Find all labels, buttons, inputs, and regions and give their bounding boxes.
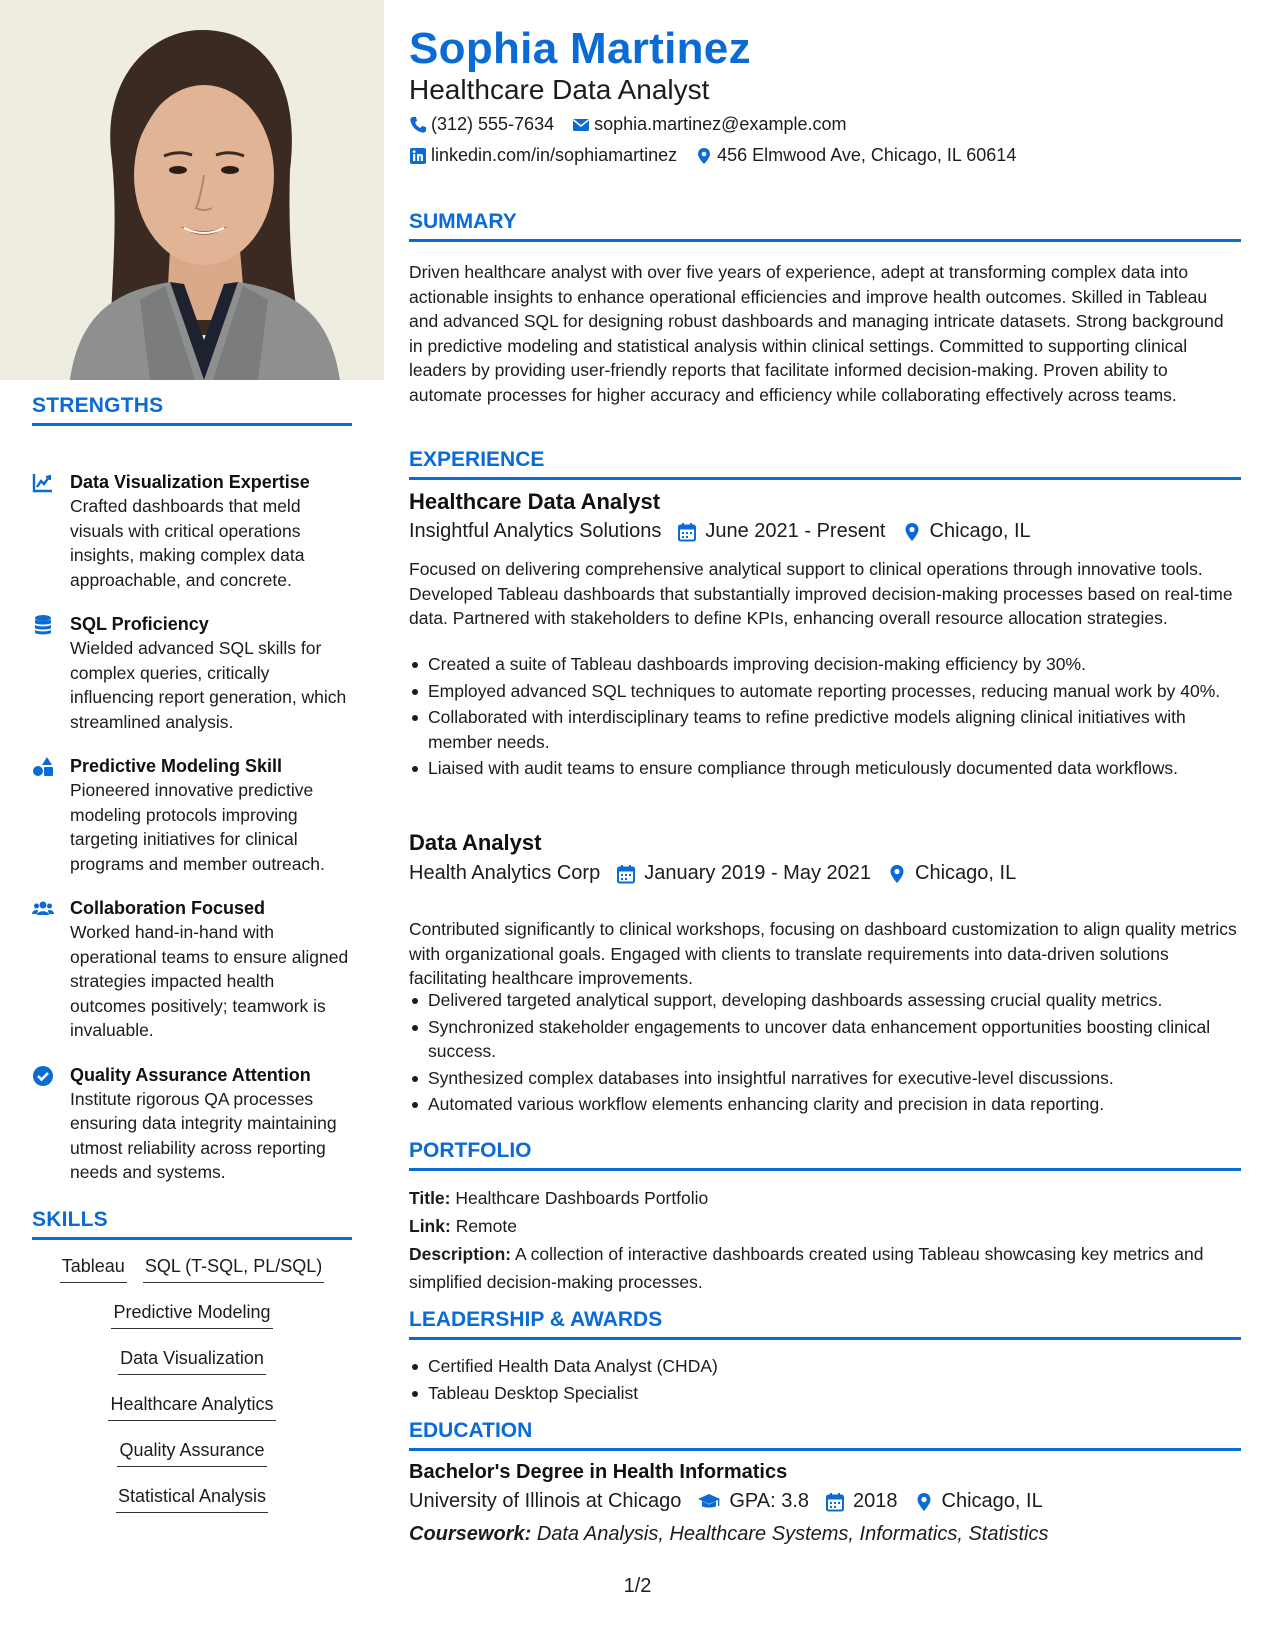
job-meta xyxy=(409,520,1047,543)
year-text: 2018 xyxy=(853,1490,898,1512)
address-contact xyxy=(695,145,1016,166)
portfolio-heading: PORTFOLIO xyxy=(409,1139,1241,1171)
portfolio-desc-row xyxy=(409,1240,1241,1296)
strengths-list xyxy=(32,470,352,1205)
job-dates xyxy=(616,862,871,885)
address-text: 456 Elmwood Ave, Chicago, IL 60614 xyxy=(717,145,1017,165)
portfolio-title-label: Title: xyxy=(409,1188,451,1208)
job-bullets xyxy=(409,988,1241,1119)
job-title: Data Analyst xyxy=(409,830,542,855)
page-number-text: 1/2 xyxy=(623,1575,652,1597)
linkedin-icon xyxy=(409,147,427,165)
strength-title: Quality Assurance Attention xyxy=(70,1064,311,1085)
strength-item xyxy=(32,896,352,1043)
job-dates-text: June 2021 - Present xyxy=(705,520,886,542)
awards-heading: LEADERSHIP & AWARDS xyxy=(409,1308,1241,1340)
portfolio-link-value[interactable]: Remote xyxy=(455,1216,517,1236)
job-meta xyxy=(409,862,1032,885)
job-dates xyxy=(677,520,885,543)
portfolio-details xyxy=(409,1184,1241,1296)
strengths-heading: STRENGTHS xyxy=(32,394,352,426)
summary-heading: SUMMARY xyxy=(409,210,1241,242)
job-description: Focused on delivering comprehensive analytical support to clinical operations through innovative tools. Developed Tableau dashboards that substantially improved decision-making processes based on real-time data. Partnered with stakeholders to define KPIs, enhancing overall resource allocation strategies. xyxy=(409,559,1233,628)
summary-text: Driven healthcare analyst with over five years of experience, adept at transforming complex data into actionable insights to enhance operational efficiencies and improve health outcomes. Skilled in Tableau and advanced SQL for designing robust dashboards and managing intricate datasets. Strong background in predictive modeling and statistical analysis within clinical settings. Committed to supporting clinical leaders by providing user-friendly reports that facilitate informed decision-making. Proven ability to automate processes for higher accuracy and efficiency while collaborating effectively across teams. xyxy=(409,262,1224,405)
envelope-icon xyxy=(572,116,590,134)
location-text: Chicago, IL xyxy=(941,1490,1043,1512)
strength-desc: Pioneered innovative predictive modeling protocols improving targeting initiatives for clinical programs and member outreach. xyxy=(70,780,325,874)
skill-tag: Quality Assurance xyxy=(117,1439,266,1467)
list-item: Synthesized complex databases into insightful narratives for executive-level discussions. xyxy=(409,1066,1241,1091)
skill-tag: Healthcare Analytics xyxy=(108,1393,275,1421)
phone-icon xyxy=(409,116,427,134)
list-item: Delivered targeted analytical support, developing dashboards assessing crucial quality metrics. xyxy=(409,988,1241,1013)
job-location-text: Chicago, IL xyxy=(929,520,1031,542)
database-icon xyxy=(32,612,70,734)
list-item: Created a suite of Tableau dashboards improving decision-making efficiency by 30%. xyxy=(409,652,1241,677)
coursework-text: Data Analysis, Healthcare Systems, Informatics, Statistics xyxy=(536,1523,1049,1545)
map-pin-icon xyxy=(914,1492,934,1512)
degree-title: Bachelor's Degree in Health Informatics xyxy=(409,1461,788,1483)
skills-list xyxy=(32,1255,352,1531)
phone-contact[interactable] xyxy=(409,114,554,135)
candidate-role: Healthcare Data Analyst xyxy=(409,74,710,105)
strength-desc: Crafted dashboards that meld visuals with critical operations insights, making complex data approachable, and concrete. xyxy=(70,496,305,590)
job-company: Insightful Analytics Solutions xyxy=(409,520,662,542)
portfolio-title-row xyxy=(409,1184,1241,1212)
candidate-name: Sophia Martinez xyxy=(409,24,751,73)
contact-row-2 xyxy=(409,145,1034,166)
linkedin-text: linkedin.com/in/sophiamartinez xyxy=(431,145,678,165)
coursework-label: Coursework: xyxy=(409,1523,532,1545)
phone-text: (312) 555-7634 xyxy=(431,114,555,134)
list-item: Tableau Desktop Specialist xyxy=(409,1381,1241,1406)
skills-heading: SKILLS xyxy=(32,1208,352,1240)
job-dates-text: January 2019 - May 2021 xyxy=(644,862,872,884)
list-item: Liaised with audit teams to ensure compliance through meticulously documented data workflows. xyxy=(409,756,1241,781)
strength-item xyxy=(32,612,352,734)
coursework xyxy=(409,1523,1048,1546)
portfolio-desc-label: Description: xyxy=(409,1244,512,1264)
users-icon xyxy=(32,896,70,1043)
skill-tag: Statistical Analysis xyxy=(116,1485,268,1513)
strength-title: SQL Proficiency xyxy=(70,614,209,634)
school-name: University of Illinois at Chicago xyxy=(409,1490,682,1512)
strength-desc: Institute rigorous QA processes ensuring data integrity maintaining utmost reliability across reporting needs and systems. xyxy=(70,1088,337,1182)
education-heading: EDUCATION xyxy=(409,1419,1241,1451)
job-company: Health Analytics Corp xyxy=(409,862,601,884)
skill-tag: Data Visualization xyxy=(118,1347,266,1375)
map-pin-icon xyxy=(902,522,922,542)
job-location xyxy=(887,862,1016,885)
check-circle-icon xyxy=(32,1063,70,1185)
portfolio-link-label: Link: xyxy=(409,1216,451,1236)
gpa-text: GPA: 3.8 xyxy=(729,1490,810,1512)
graduation-year xyxy=(825,1490,898,1513)
job-bullets xyxy=(409,652,1241,783)
portfolio-title-value: Healthcare Dashboards Portfolio xyxy=(455,1188,709,1208)
email-contact[interactable] xyxy=(572,114,846,135)
map-pin-icon xyxy=(695,147,713,165)
strength-desc: Wielded advanced SQL skills for complex queries, critically influencing report generation, which streamlined analysis. xyxy=(70,638,347,732)
email-text: sophia.martinez@example.com xyxy=(594,114,847,134)
page-number xyxy=(0,1575,1275,1598)
shapes-icon xyxy=(32,754,70,876)
calendar-icon xyxy=(616,864,636,884)
chart-line-icon xyxy=(32,470,70,592)
map-pin-icon xyxy=(887,864,907,884)
gpa xyxy=(697,1490,809,1513)
job-title: Healthcare Data Analyst xyxy=(409,489,661,514)
profile-photo xyxy=(0,0,384,380)
graduation-cap-icon xyxy=(697,1492,721,1512)
awards-list xyxy=(409,1354,1241,1407)
skill-tag: Tableau xyxy=(60,1255,127,1283)
strength-desc: Worked hand-in-hand with operational teams to ensure aligned strategies impacted health outcomes positively; teamwork is invaluable. xyxy=(70,922,349,1040)
strength-item xyxy=(32,470,352,592)
portfolio-desc-value: A collection of interactive dashboards created using Tableau showcasing key metrics and simplified decision-making processes. xyxy=(409,1244,1204,1292)
list-item: Employed advanced SQL techniques to automate reporting processes, reducing manual work by 40%. xyxy=(409,679,1241,704)
list-item: Synchronized stakeholder engagements to uncover data enhancement opportunities boosting clinical success. xyxy=(409,1015,1241,1064)
calendar-icon xyxy=(677,522,697,542)
skill-tag: Predictive Modeling xyxy=(111,1301,272,1329)
list-item: Certified Health Data Analyst (CHDA) xyxy=(409,1354,1241,1379)
portfolio-link-row xyxy=(409,1212,1241,1240)
education-meta xyxy=(409,1490,1059,1513)
strength-title: Predictive Modeling Skill xyxy=(70,756,283,776)
calendar-icon xyxy=(825,1492,845,1512)
job-location-text: Chicago, IL xyxy=(915,862,1017,884)
contact-row-1 xyxy=(409,114,864,135)
linkedin-contact[interactable] xyxy=(409,145,677,166)
strength-item xyxy=(32,754,352,876)
strength-item xyxy=(32,1063,352,1185)
skill-tag: SQL (T-SQL, PL/SQL) xyxy=(143,1255,324,1283)
school-location xyxy=(914,1490,1043,1513)
left-column xyxy=(0,0,384,1650)
job-location xyxy=(902,520,1031,543)
job-description: Contributed significantly to clinical workshops, focusing on dashboard customization to align quality metrics with organizational goals. Engaged with clients to translate requirements into data-driven solutions facilitating healthcare improvements. xyxy=(409,919,1237,988)
list-item: Collaborated with interdisciplinary teams to refine predictive models aligning clinical initiatives with member needs. xyxy=(409,705,1241,754)
strength-title: Collaboration Focused xyxy=(70,898,266,918)
strength-title: Data Visualization Expertise xyxy=(70,472,310,492)
experience-heading: EXPERIENCE xyxy=(409,448,1241,480)
list-item: Automated various workflow elements enhancing clarity and precision in data reporting. xyxy=(409,1092,1241,1117)
